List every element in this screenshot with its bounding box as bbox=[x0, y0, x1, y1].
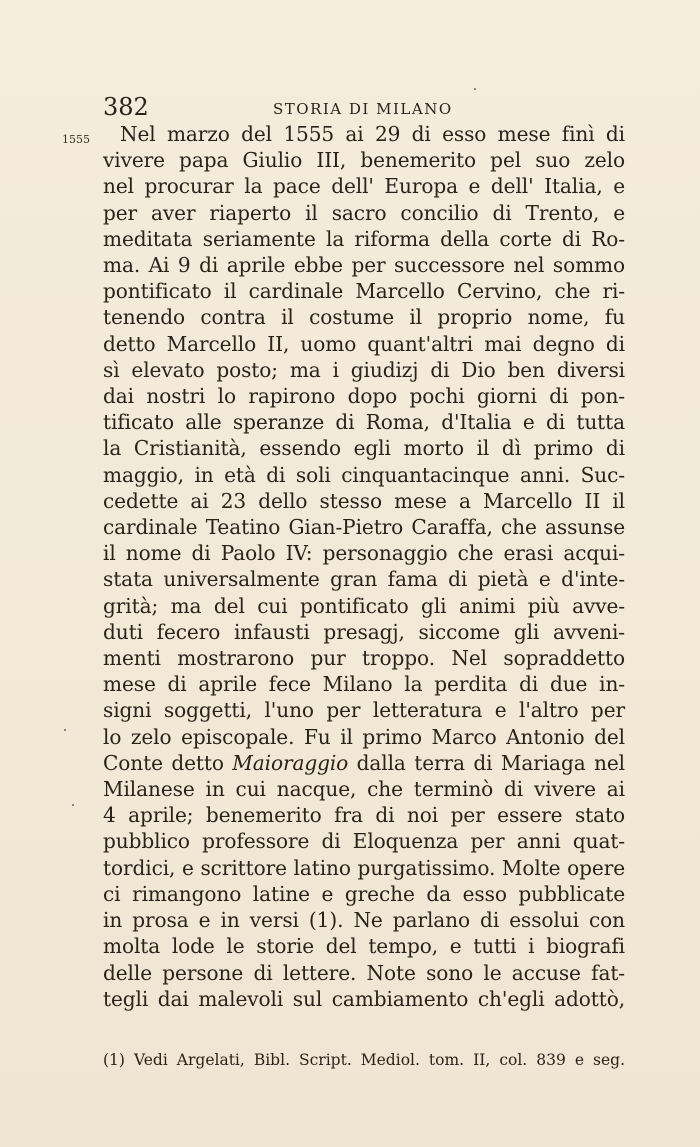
footnote: (1) Vedi Argelati, Bibl. Script. Mediol. tom. II, col. 839 e seg. bbox=[103, 1051, 625, 1069]
text-line: menti mostrarono pur troppo. Nel sopraddetto bbox=[103, 646, 625, 671]
text-line: ma. Ai 9 di aprile ebbe per successore nel sommo bbox=[103, 253, 625, 278]
text-line bbox=[103, 750, 625, 776]
margin-year-note: 1555 bbox=[62, 133, 90, 146]
text-line: 4 aprile; benemerito fra di noi per essere stato bbox=[103, 803, 625, 828]
text-line: nel procurar la pace dell' Europa e dell' Italia, e bbox=[103, 174, 625, 199]
text-line: in prosa e in versi (1). Ne parlano di essolui con bbox=[103, 908, 625, 933]
text-line: duti fecero infausti presagj, siccome gli avveni- bbox=[103, 619, 625, 644]
page-header bbox=[103, 92, 633, 122]
text-line: detto Marcello II, uomo quant'altri mai degno di bbox=[103, 331, 625, 356]
text-line: molta lode le storie del tempo, e tutti i biografi bbox=[103, 934, 625, 959]
text-line: maggio, in età di soli cinquantacinque anni. Suc- bbox=[103, 462, 625, 487]
paper-speck bbox=[64, 729, 66, 731]
text-line: sì elevato posto; ma i giudizj di Dio ben diversi bbox=[103, 357, 625, 382]
paper-speck bbox=[474, 88, 476, 90]
text-line: tegli dai malevoli sul cambiamento ch'egli adottò, bbox=[103, 986, 625, 1011]
text-line: stata universalmente gran fama di pietà e d'inte- bbox=[103, 567, 625, 592]
text-line: tificato alle speranze di Roma, d'Italia e di tutta bbox=[103, 410, 625, 435]
italic-name: Maioraggio bbox=[232, 750, 349, 775]
text-line: Milanese in cui nacque, che terminò di vivere ai bbox=[103, 777, 625, 802]
text-line: cedette ai 23 dello stesso mese a Marcello II il bbox=[103, 488, 625, 513]
body-text bbox=[103, 121, 625, 1012]
text-line: meditata seriamente la riforma della corte di Ro- bbox=[103, 226, 625, 251]
text-line: tenendo contra il costume il proprio nome, fu bbox=[103, 305, 625, 330]
text-line: pontificato il cardinale Marcello Cervino, che ri- bbox=[103, 279, 625, 304]
text-line: dai nostri lo rapirono dopo pochi giorni di pon- bbox=[103, 384, 625, 409]
text-line: mese di aprile fece Milano la perdita di due in- bbox=[103, 672, 625, 697]
paper-speck bbox=[72, 804, 74, 806]
running-title: STORIA DI MILANO bbox=[273, 100, 453, 118]
text-line: il nome di Paolo IV: personaggio che erasi acqui- bbox=[103, 541, 625, 566]
text-line: delle persone di lettere. Note sono le accuse fat- bbox=[103, 960, 625, 985]
text-run: Conte detto bbox=[103, 750, 233, 775]
page-number: 382 bbox=[103, 93, 149, 121]
text-line: Nel marzo del 1555 ai 29 di esso mese finì di bbox=[120, 122, 625, 146]
text-line: lo zelo episcopale. Fu il primo Marco Antonio del bbox=[103, 724, 625, 749]
text-line: la Cristianità, essendo egli morto il dì primo di bbox=[103, 436, 625, 461]
text-line: vivere papa Giulio III, benemerito pel suo zelo bbox=[103, 148, 625, 173]
text-line: ci rimangono latine e greche da esso pubblicate bbox=[103, 881, 625, 906]
text-line: tordici, e scrittore latino purgatissimo. Molte opere bbox=[103, 855, 625, 880]
text-line: grità; ma del cui pontificato gli animi più avve- bbox=[103, 593, 625, 618]
text-line: pubblico professore di Eloquenza per anni quat- bbox=[103, 829, 625, 854]
text-line: signi soggetti, l'uno per letteratura e l'altro per bbox=[103, 698, 625, 723]
text-run: dalla terra di Mariaga nel bbox=[348, 750, 625, 775]
text-line: cardinale Teatino Gian-Pietro Caraffa, che assunse bbox=[103, 515, 625, 540]
text-line: per aver riaperto il sacro concilio di Trento, e bbox=[103, 200, 625, 225]
